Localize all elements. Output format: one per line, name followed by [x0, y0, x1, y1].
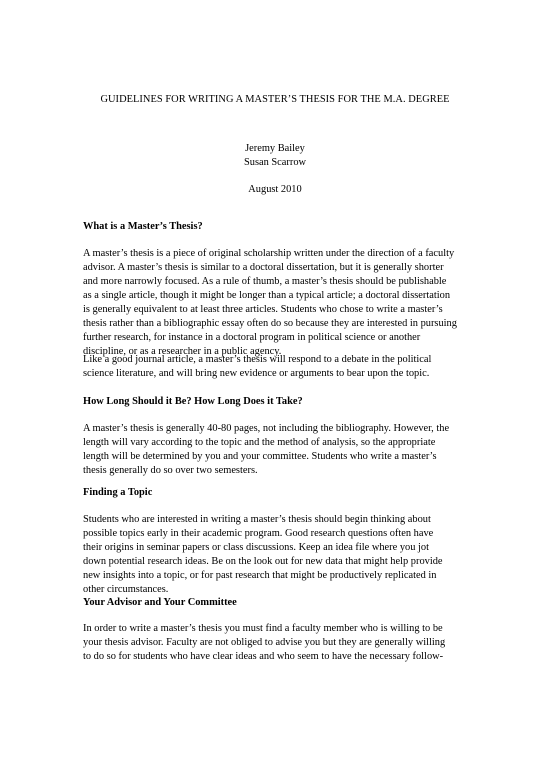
section-heading: Finding a Topic — [83, 487, 153, 498]
text-line: advisor. A master’s thesis is similar to a doctoral dissertation, but it is generally shorter — [83, 262, 444, 273]
document-date: August 2010 — [248, 184, 302, 195]
text-line: other circumstances. — [83, 584, 169, 595]
text-line: thesis rather than a bibliographic essay often do so because they are interested in pursuing — [83, 318, 457, 329]
paragraph — [83, 422, 483, 478]
author-name: Jeremy Bailey — [245, 143, 305, 154]
text-line: discipline, or as a researcher in a public agency. — [83, 346, 282, 357]
text-line: length will vary according to the topic and the method of analysis, so the appropriate — [83, 437, 436, 448]
text-line: science literature, and will bring new evidence or arguments to bear upon the topic. — [83, 368, 430, 379]
text-line: to do so for students who have clear ideas and who seem to have the necessary follow- — [83, 651, 444, 662]
text-line: possible topics early in their academic program. Good research questions often have — [83, 528, 434, 539]
paragraph — [83, 622, 483, 664]
document-title: GUIDELINES FOR WRITING A MASTER’S THESIS FOR THE M.A. DEGREE — [100, 94, 450, 105]
section-heading: Your Advisor and Your Committee — [83, 597, 237, 608]
text-line: new insights into a topic, or for past research that might be productively replicated in — [83, 570, 437, 581]
text-line: your thesis advisor. Faculty are not obliged to advise you but they are generally willing — [83, 637, 446, 648]
text-line: and more narrowly focused. As a rule of thumb, a master’s thesis should be publishable — [83, 276, 447, 287]
author-name: Susan Scarrow — [243, 157, 307, 168]
text-line: their origins in seminar papers or class discussions. Keep an idea file where you jot — [83, 542, 429, 553]
paragraph — [83, 247, 483, 359]
paragraph — [83, 353, 483, 381]
section-heading: What is a Master’s Thesis? — [83, 221, 203, 232]
text-line: down potential research ideas. Be on the look out for new data that might help provide — [83, 556, 443, 567]
text-line: In order to write a master’s thesis you must find a faculty member who is willing to be — [83, 623, 443, 634]
text-line: Like a good journal article, a master’s thesis will respond to a debate in the political — [83, 354, 432, 365]
text-line: A master’s thesis is generally 40-80 pages, not including the bibliography. However, the — [83, 423, 450, 434]
text-line: A master’s thesis is a piece of original scholarship written under the direction of a faculty — [83, 248, 455, 259]
paragraph — [83, 513, 483, 597]
text-line: thesis generally do so over two semesters. — [83, 465, 258, 476]
text-line: Students who are interested in writing a master’s thesis should begin thinking about — [83, 514, 431, 525]
text-line: as a single article, though it might be longer than a typical article; a doctoral dissertation — [83, 290, 451, 301]
text-line: length will be determined by you and your committee. Students who write a master’s — [83, 451, 437, 462]
text-line: further research, for instance in a doctoral program in political science or another — [83, 332, 421, 343]
text-line: is generally equivalent to at least three articles. Students who chose to write a master’s — [83, 304, 443, 315]
section-heading: How Long Should it Be? How Long Does it Take? — [83, 396, 303, 407]
